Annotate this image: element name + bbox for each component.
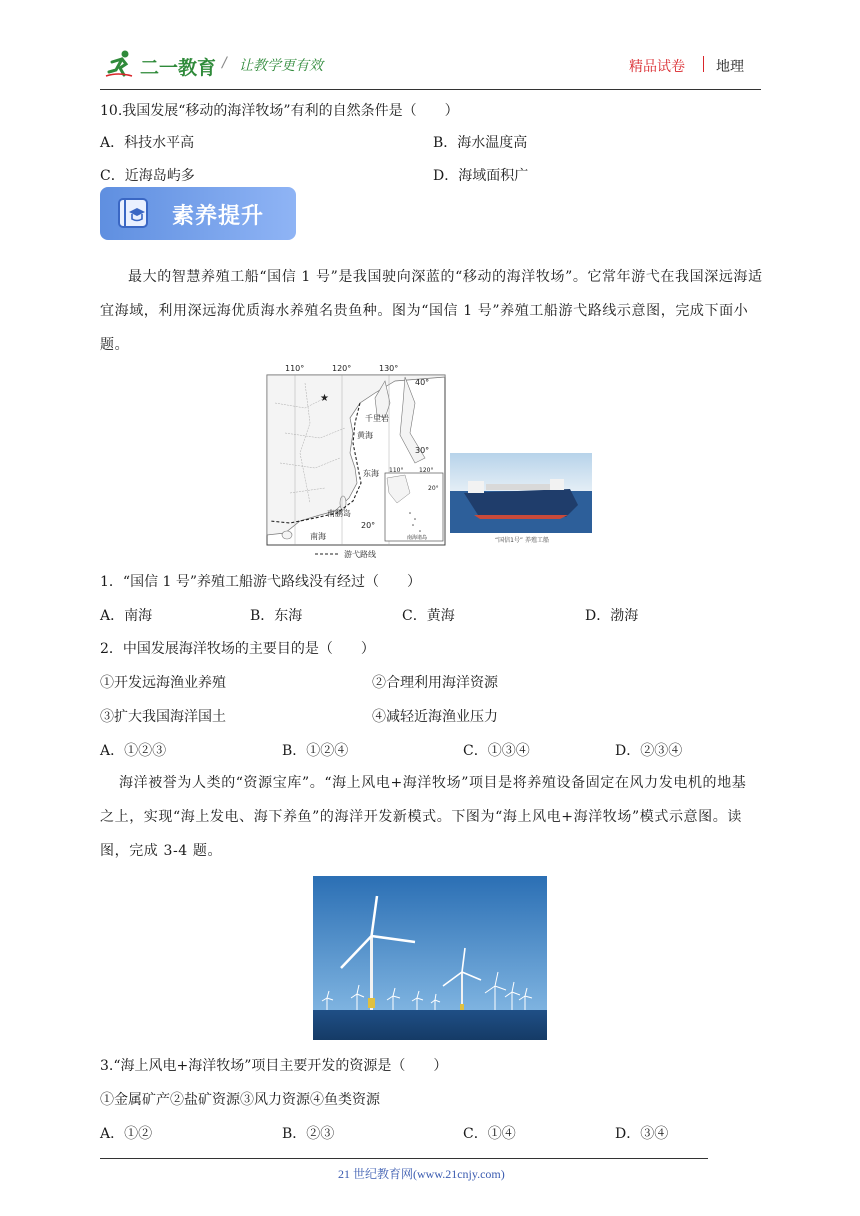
passage-2-line-2: 之上，实现“海上发电、海下养鱼”的海洋开发新模式。下图为“海上风电+海洋牧场”模式示意图。读 bbox=[100, 809, 742, 825]
question-3-option-a: A．①② bbox=[100, 1126, 153, 1142]
map-lat-30: 30° bbox=[415, 446, 430, 455]
runner-logo-icon bbox=[104, 48, 134, 78]
inset-lon-120: 120° bbox=[419, 467, 434, 474]
header-rule bbox=[100, 89, 761, 90]
map-lon-110: 110° bbox=[285, 364, 305, 373]
map-legend: 游弋路线 bbox=[344, 550, 376, 559]
passage-1-line-2: 宜海域，利用深远海优质海水养殖名贵鱼种。图为“国信 1 号”养殖工船游弋路线示意图，完成下面小 bbox=[100, 303, 749, 319]
section-banner bbox=[100, 187, 296, 240]
question-2-item-2: ②合理利用海洋资源 bbox=[372, 675, 498, 691]
question-2-option-c: C．①③④ bbox=[463, 743, 530, 759]
map-label-east-sea: 东海 bbox=[363, 469, 379, 478]
passage-2 bbox=[100, 766, 760, 868]
header-separator bbox=[703, 56, 704, 72]
question-10-option-c: C．近海岛屿多 bbox=[100, 168, 195, 184]
book-icon bbox=[116, 196, 150, 230]
question-1-option-c: C．黄海 bbox=[402, 608, 455, 624]
ship-photo-caption: “国信1号” 养殖工船 bbox=[495, 537, 549, 544]
inset-label: 南海诸岛 bbox=[407, 535, 428, 541]
question-2-option-d: D．②③④ bbox=[615, 743, 683, 759]
question-2-option-b: B．①②④ bbox=[282, 743, 349, 759]
question-2-option-a: A．①②③ bbox=[100, 743, 167, 759]
map-lat-20: 20° bbox=[361, 521, 376, 530]
question-10-option-b: B．海水温度高 bbox=[433, 135, 528, 151]
header-subject: 地理 bbox=[716, 59, 744, 75]
map-label-yellow-sea: 黄海 bbox=[357, 431, 373, 440]
header-slogan: 让教学更有效 bbox=[239, 58, 323, 74]
footer-rule bbox=[100, 1158, 708, 1159]
map-label-south-sea: 南海 bbox=[310, 532, 326, 541]
ship-photo bbox=[450, 453, 592, 533]
passage-2-line-1: 海洋被誉为人类的“资源宝库”。“海上风电+海洋牧场”项目是将养殖设备固定在风力发电机的地基 bbox=[119, 775, 747, 791]
question-2-stem: 2．中国发展海洋牧场的主要目的是（ ） bbox=[100, 641, 375, 657]
question-2-item-3: ③扩大我国海洋国土 bbox=[100, 709, 226, 725]
question-3-option-c: C．①④ bbox=[463, 1126, 516, 1142]
question-2-item-1: ①开发远海渔业养殖 bbox=[100, 675, 226, 691]
question-3-items: ①金属矿产②盐矿资源③风力资源④鱼类资源 bbox=[100, 1092, 380, 1108]
logo-text: 二一教育 bbox=[140, 57, 217, 79]
passage-1 bbox=[100, 260, 763, 362]
question-1-option-b: B．东海 bbox=[250, 608, 303, 624]
map-label-qianliyan: 千里岩 bbox=[365, 414, 389, 423]
header-category: 精品试卷 bbox=[629, 59, 685, 75]
question-1-option-a: A．南海 bbox=[100, 608, 153, 624]
passage-2-line-3: 图，完成 3-4 题。 bbox=[100, 843, 223, 859]
question-2-item-4: ④减轻近海渔业压力 bbox=[372, 709, 498, 725]
question-10-stem: 10.我国发展“移动的海洋牧场”有利的自然条件是（ ） bbox=[100, 103, 459, 119]
question-3-option-b: B．②③ bbox=[282, 1126, 335, 1142]
inset-lat-20: 20° bbox=[428, 485, 439, 492]
question-1-stem: 1．“国信 1 号”养殖工船游弋路线没有经过（ ） bbox=[100, 574, 422, 590]
map-lon-120: 120° bbox=[332, 364, 352, 373]
map-lat-40: 40° bbox=[415, 378, 430, 387]
section-title: 素养提升 bbox=[172, 204, 265, 229]
question-1-option-d: D．渤海 bbox=[585, 608, 639, 624]
question-3-stem: 3.“海上风电+海洋牧场”项目主要开发的资源是（ ） bbox=[100, 1058, 448, 1074]
header-divider-slash: / bbox=[222, 55, 227, 71]
footer-link[interactable]: 21 世纪教育网(www.21cnjy.com) bbox=[338, 1167, 505, 1181]
question-3-option-d: D．③④ bbox=[615, 1126, 669, 1142]
map-label-nanpeng-island: 南鹏岛 bbox=[327, 509, 351, 518]
logo bbox=[104, 48, 134, 78]
passage-1-line-3: 题。 bbox=[100, 337, 130, 353]
wind-farm-photo bbox=[313, 876, 547, 1040]
map-lon-130: 130° bbox=[379, 364, 399, 373]
svg-text:★: ★ bbox=[320, 393, 329, 404]
question-10-option-a: A．科技水平高 bbox=[100, 135, 195, 151]
inset-lon-110: 110° bbox=[389, 467, 404, 474]
question-10-option-d: D．海域面积广 bbox=[433, 168, 529, 184]
passage-1-line-1: 最大的智慧养殖工船“国信 1 号”是我国驶向深蓝的“移动的海洋牧场”。它常年游弋在我国深远海适 bbox=[128, 269, 763, 285]
route-map bbox=[265, 363, 450, 563]
